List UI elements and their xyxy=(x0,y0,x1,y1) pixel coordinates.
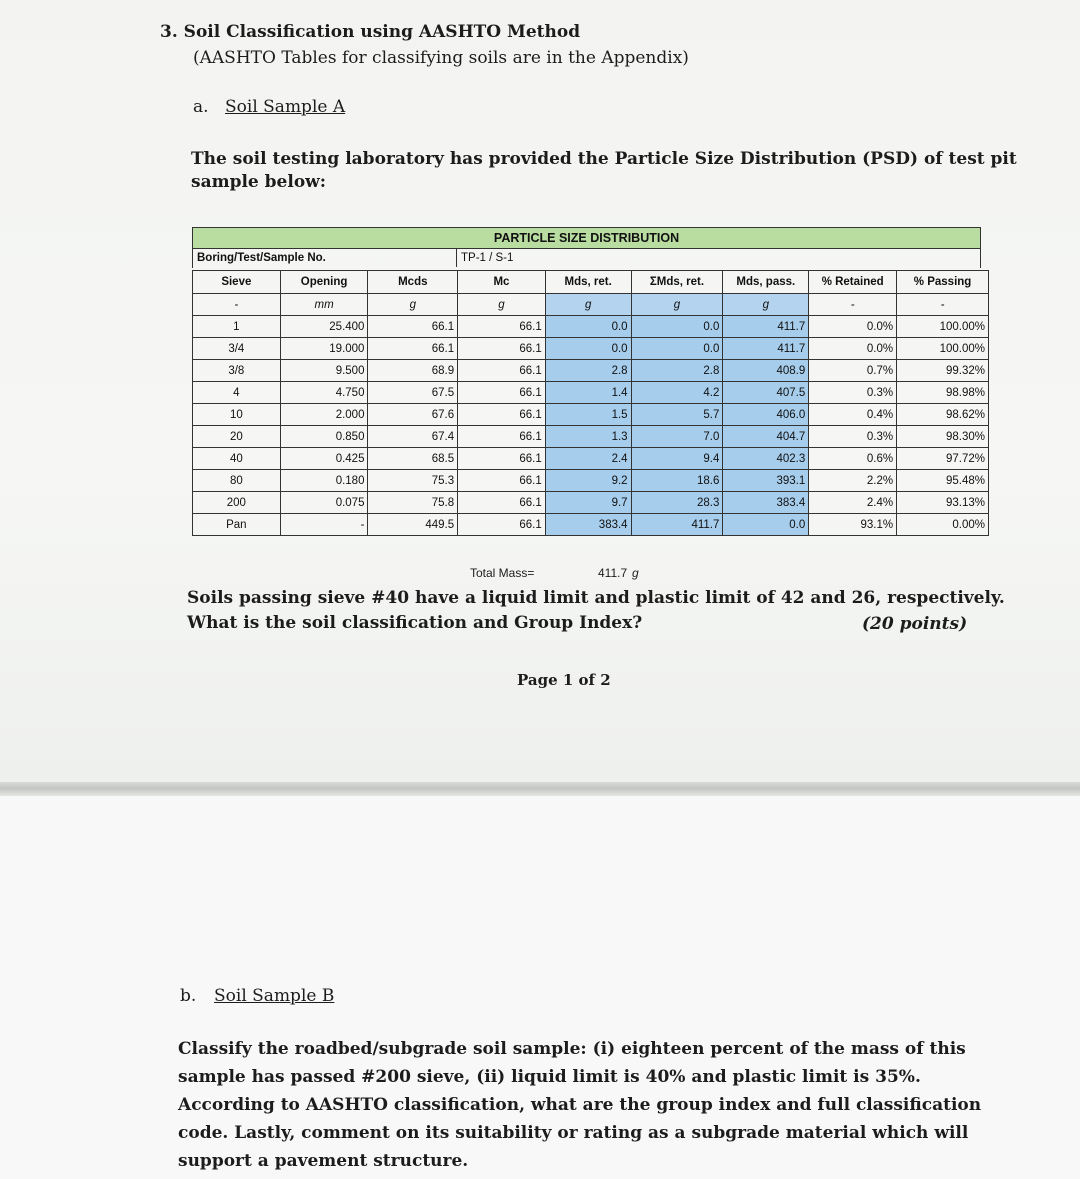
table-row-cell: 0.0% xyxy=(809,338,897,360)
table-row-cell: 66.1 xyxy=(458,470,546,492)
table-row-cell: 66.1 xyxy=(458,426,546,448)
table-row-cell: 97.72% xyxy=(897,448,989,470)
table-row-cell: 2.4 xyxy=(545,448,631,470)
table-row-cell: 95.48% xyxy=(897,470,989,492)
table-row-cell: 66.1 xyxy=(458,404,546,426)
psd-table xyxy=(192,227,989,563)
table-row xyxy=(193,316,989,338)
table-units-row-cell: - xyxy=(897,294,989,316)
page-two xyxy=(0,796,1080,1179)
table-row-cell: 100.00% xyxy=(897,316,989,338)
table-row-cell: 2.2% xyxy=(809,470,897,492)
table-row xyxy=(193,492,989,514)
table-row-cell: 2.8 xyxy=(631,360,723,382)
table-row xyxy=(193,360,989,382)
total-mass-label: Total Mass= xyxy=(470,566,535,580)
table-header-row-cell: Mds, ret. xyxy=(545,271,631,294)
table-row-cell: 0.0 xyxy=(723,514,809,536)
table-row-cell: 9.7 xyxy=(545,492,631,514)
boring-divider xyxy=(456,248,457,267)
table-row xyxy=(193,338,989,360)
table-row-cell: 449.5 xyxy=(368,514,458,536)
total-mass-value: 411.7 xyxy=(598,566,628,580)
total-mass-unit: g xyxy=(632,566,639,580)
part-b-line3: According to AASHTO classification, what are the group index and full classification xyxy=(178,1095,982,1115)
table-header-row-cell: Mcds xyxy=(368,271,458,294)
table-row-cell: 0.0 xyxy=(631,338,723,360)
table-header-row-cell: Sieve xyxy=(193,271,281,294)
table-header-row-cell: ΣMds, ret. xyxy=(631,271,723,294)
question-heading: 3. Soil Classification using AASHTO Method xyxy=(160,22,581,42)
psd-grid xyxy=(192,270,989,536)
part-b-line1: Classify the roadbed/subgrade soil sample: (i) eighteen percent of the mass of this xyxy=(178,1039,966,1059)
table-row xyxy=(193,470,989,492)
table-units-row-cell: mm xyxy=(280,294,368,316)
table-row-cell: 0.0 xyxy=(631,316,723,338)
table-header-row xyxy=(193,271,989,294)
table-row-cell: 4 xyxy=(193,382,281,404)
table-row-cell: 200 xyxy=(193,492,281,514)
part-a-question-line1: Soils passing sieve #40 have a liquid limit and plastic limit of 42 and 26, respectively. xyxy=(187,588,1005,608)
table-row-cell: 406.0 xyxy=(723,404,809,426)
table-units-row-cell: g xyxy=(631,294,723,316)
table-header-row-cell: Mds, pass. xyxy=(723,271,809,294)
table-row-cell: 18.6 xyxy=(631,470,723,492)
part-b-line2: sample has passed #200 sieve, (ii) liquid limit is 40% and plastic limit is 35%. xyxy=(178,1067,921,1087)
table-header-row-cell: % Passing xyxy=(897,271,989,294)
table-row xyxy=(193,404,989,426)
table-row-cell: 408.9 xyxy=(723,360,809,382)
part-b-line5: support a pavement structure. xyxy=(178,1151,469,1171)
table-units-row-cell: g xyxy=(368,294,458,316)
boring-label: Boring/Test/Sample No. xyxy=(197,252,326,264)
part-b-title: Soil Sample B xyxy=(214,986,335,1006)
table-units-row xyxy=(193,294,989,316)
table-row-cell: 0.180 xyxy=(280,470,368,492)
table-row-cell: 0.850 xyxy=(280,426,368,448)
part-a-intro-line2: sample below: xyxy=(191,172,327,192)
table-row-cell: 2.8 xyxy=(545,360,631,382)
page-number: Page 1 of 2 xyxy=(517,671,611,689)
page-separator xyxy=(0,782,1080,796)
table-row-cell: 7.0 xyxy=(631,426,723,448)
table-row-cell: 9.2 xyxy=(545,470,631,492)
table-row-cell: 0.7% xyxy=(809,360,897,382)
table-row-cell: 2.4% xyxy=(809,492,897,514)
table-row-cell: 98.62% xyxy=(897,404,989,426)
table-row-cell: 383.4 xyxy=(545,514,631,536)
table-units-row-cell: g xyxy=(545,294,631,316)
part-a-intro-line1: The soil testing laboratory has provided the Particle Size Distribution (PSD) of test pit xyxy=(191,149,1017,169)
table-row-cell: 28.3 xyxy=(631,492,723,514)
table-units-row-cell: g xyxy=(723,294,809,316)
part-a-label: a. xyxy=(193,97,209,117)
boring-row xyxy=(192,249,981,268)
table-row-cell: 99.32% xyxy=(897,360,989,382)
part-b-label: b. xyxy=(180,986,197,1006)
table-row xyxy=(193,514,989,536)
table-row-cell: 98.30% xyxy=(897,426,989,448)
table-row-cell: 68.5 xyxy=(368,448,458,470)
table-row-cell: 19.000 xyxy=(280,338,368,360)
table-row-cell: 0.3% xyxy=(809,426,897,448)
table-row-cell: 93.13% xyxy=(897,492,989,514)
table-row-cell: 10 xyxy=(193,404,281,426)
table-row-cell: 3/4 xyxy=(193,338,281,360)
part-a-points: (20 points) xyxy=(862,614,968,634)
table-row-cell: 40 xyxy=(193,448,281,470)
table-row-cell: 66.1 xyxy=(458,492,546,514)
part-a-question-line2: What is the soil classification and Group Index? xyxy=(187,613,643,633)
table-row-cell: 5.7 xyxy=(631,404,723,426)
part-b-line4: code. Lastly, comment on its suitability or rating as a subgrade material which will xyxy=(178,1123,969,1143)
table-row xyxy=(193,382,989,404)
table-row-cell: 68.9 xyxy=(368,360,458,382)
table-units-row-cell: g xyxy=(458,294,546,316)
table-row-cell: 9.4 xyxy=(631,448,723,470)
table-row-cell: 67.5 xyxy=(368,382,458,404)
table-row-cell: 0.4% xyxy=(809,404,897,426)
table-header-row-cell: % Retained xyxy=(809,271,897,294)
table-row-cell: 0.0% xyxy=(809,316,897,338)
table-header-row-cell: Mc xyxy=(458,271,546,294)
question-subheading: (AASHTO Tables for classifying soils are in the Appendix) xyxy=(193,48,689,68)
table-row-cell: 93.1% xyxy=(809,514,897,536)
table-row-cell: 66.1 xyxy=(458,316,546,338)
table-row-cell: 402.3 xyxy=(723,448,809,470)
table-row-cell: 404.7 xyxy=(723,426,809,448)
table-header-row-cell: Opening xyxy=(280,271,368,294)
table-row-cell: 2.000 xyxy=(280,404,368,426)
table-row-cell: 66.1 xyxy=(458,448,546,470)
table-row-cell: 3/8 xyxy=(193,360,281,382)
table-row-cell: 411.7 xyxy=(631,514,723,536)
table-row-cell: 0.00% xyxy=(897,514,989,536)
table-units-row-cell: - xyxy=(193,294,281,316)
table-row-cell: 0.3% xyxy=(809,382,897,404)
table-row-cell: 66.1 xyxy=(458,338,546,360)
boring-value: TP-1 / S-1 xyxy=(461,252,514,264)
table-row-cell: 0.0 xyxy=(545,316,631,338)
table-row-cell: 0.6% xyxy=(809,448,897,470)
table-row-cell: Pan xyxy=(193,514,281,536)
table-row-cell: 407.5 xyxy=(723,382,809,404)
table-row-cell: 66.1 xyxy=(368,338,458,360)
table-row-cell: 25.400 xyxy=(280,316,368,338)
table-row-cell: 66.1 xyxy=(458,514,546,536)
table-row-cell: 1.3 xyxy=(545,426,631,448)
table-row-cell: 0.425 xyxy=(280,448,368,470)
table-row-cell: 4.750 xyxy=(280,382,368,404)
table-row-cell: - xyxy=(280,514,368,536)
table-row-cell: 0.0 xyxy=(545,338,631,360)
table-row-cell: 0.075 xyxy=(280,492,368,514)
table-row-cell: 4.2 xyxy=(631,382,723,404)
table-row-cell: 20 xyxy=(193,426,281,448)
part-a-title: Soil Sample A xyxy=(225,97,346,117)
table-units-row-cell: - xyxy=(809,294,897,316)
table-row xyxy=(193,448,989,470)
table-row-cell: 411.7 xyxy=(723,338,809,360)
table-row-cell: 393.1 xyxy=(723,470,809,492)
table-row-cell: 66.1 xyxy=(458,382,546,404)
table-row-cell: 1.4 xyxy=(545,382,631,404)
table-row-cell: 75.3 xyxy=(368,470,458,492)
table-row-cell: 383.4 xyxy=(723,492,809,514)
table-row-cell: 75.8 xyxy=(368,492,458,514)
table-row-cell: 411.7 xyxy=(723,316,809,338)
table-row-cell: 67.4 xyxy=(368,426,458,448)
table-row-cell: 9.500 xyxy=(280,360,368,382)
table-row xyxy=(193,426,989,448)
table-row-cell: 66.1 xyxy=(458,360,546,382)
table-row-cell: 80 xyxy=(193,470,281,492)
psd-table-title: PARTICLE SIZE DISTRIBUTION xyxy=(192,227,981,249)
table-row-cell: 1 xyxy=(193,316,281,338)
table-row-cell: 66.1 xyxy=(368,316,458,338)
table-row-cell: 1.5 xyxy=(545,404,631,426)
table-row-cell: 98.98% xyxy=(897,382,989,404)
table-row-cell: 100.00% xyxy=(897,338,989,360)
table-row-cell: 67.6 xyxy=(368,404,458,426)
